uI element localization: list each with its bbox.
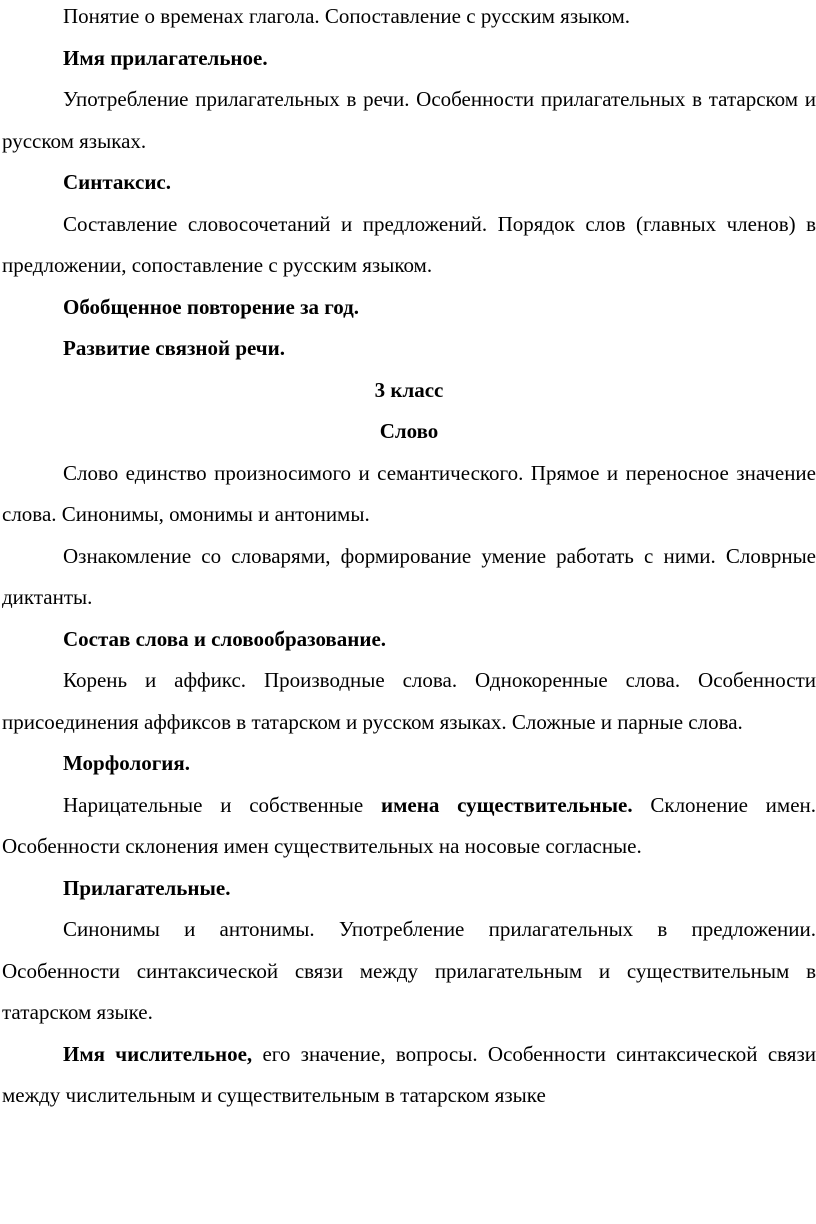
paragraph-verb-tenses: Понятие о временах глагола. Сопоставление с русским языком. — [63, 4, 630, 28]
heading-morphology-text: Морфология. — [63, 751, 191, 775]
paragraph-adjective-usage: Употребление прилагательных в речи. Особенности прилагательных в татарском и русском языках. — [2, 87, 816, 153]
heading-word: Слово — [379, 419, 439, 443]
heading-adjective-text: Имя прилагательное. — [63, 45, 268, 70]
paragraph-synonyms: Синонимы и антонимы. Употребление прилагательных в предложении. Особенности синтаксической связи между прилагательным и существительным в татарском языке. — [2, 917, 816, 1024]
heading-grade: 3 класс — [374, 377, 444, 402]
heading-word-composition-text: Состав слова и словообразование. — [63, 626, 387, 651]
paragraph-word-order: Составление словосочетаний и предложений. Порядок слов (главных членов) в предложении, сопоставление с русским языком. — [2, 211, 816, 277]
heading-adjective — [2, 38, 816, 80]
heading-review — [2, 287, 816, 329]
paragraph-root-affix: Корень и аффикс. Производные слова. Однокоренные слова. Особенности присоединения аффиксов в татарском и русском языках. Сложные и парные слова. — [2, 668, 816, 734]
heading-adjectives-text: Прилагательные. — [63, 875, 231, 900]
paragraph-word-meaning: Слово единство произносимого и семантического. Прямое и переносное значение слова. Синонимы, омонимы и антонимы. — [2, 460, 816, 526]
heading-syntax — [2, 162, 816, 204]
heading-speech — [2, 328, 816, 370]
heading-word-composition — [2, 619, 816, 661]
paragraph-nouns-end: Склонение имен. Особенности склонения имен существительных на носовые согласные. — [2, 792, 816, 858]
paragraph-nouns-start: Нарицательные и собственные — [63, 792, 381, 817]
heading-review-text: Обобщенное повторение за год. — [63, 294, 360, 319]
paragraph-nouns-bold: имена существительные. — [381, 792, 633, 817]
paragraph-numeral — [2, 1034, 816, 1117]
heading-speech-text: Развитие связной речи. — [63, 336, 285, 360]
heading-adjectives — [2, 868, 816, 910]
paragraph-numeral-rest: его значение, вопросы. Особенности синтаксической связи между числительным и существительным в татарском языке — [2, 1041, 816, 1107]
paragraph-dictionaries: Ознакомление со словарями, формирование умение работать с ними. Словрные диктанты. — [2, 543, 816, 609]
paragraph-nouns — [2, 785, 816, 868]
heading-syntax-text: Синтаксис. — [63, 170, 172, 194]
paragraph-numeral-bold: Имя числительное, — [63, 1041, 253, 1066]
heading-morphology — [2, 743, 816, 785]
